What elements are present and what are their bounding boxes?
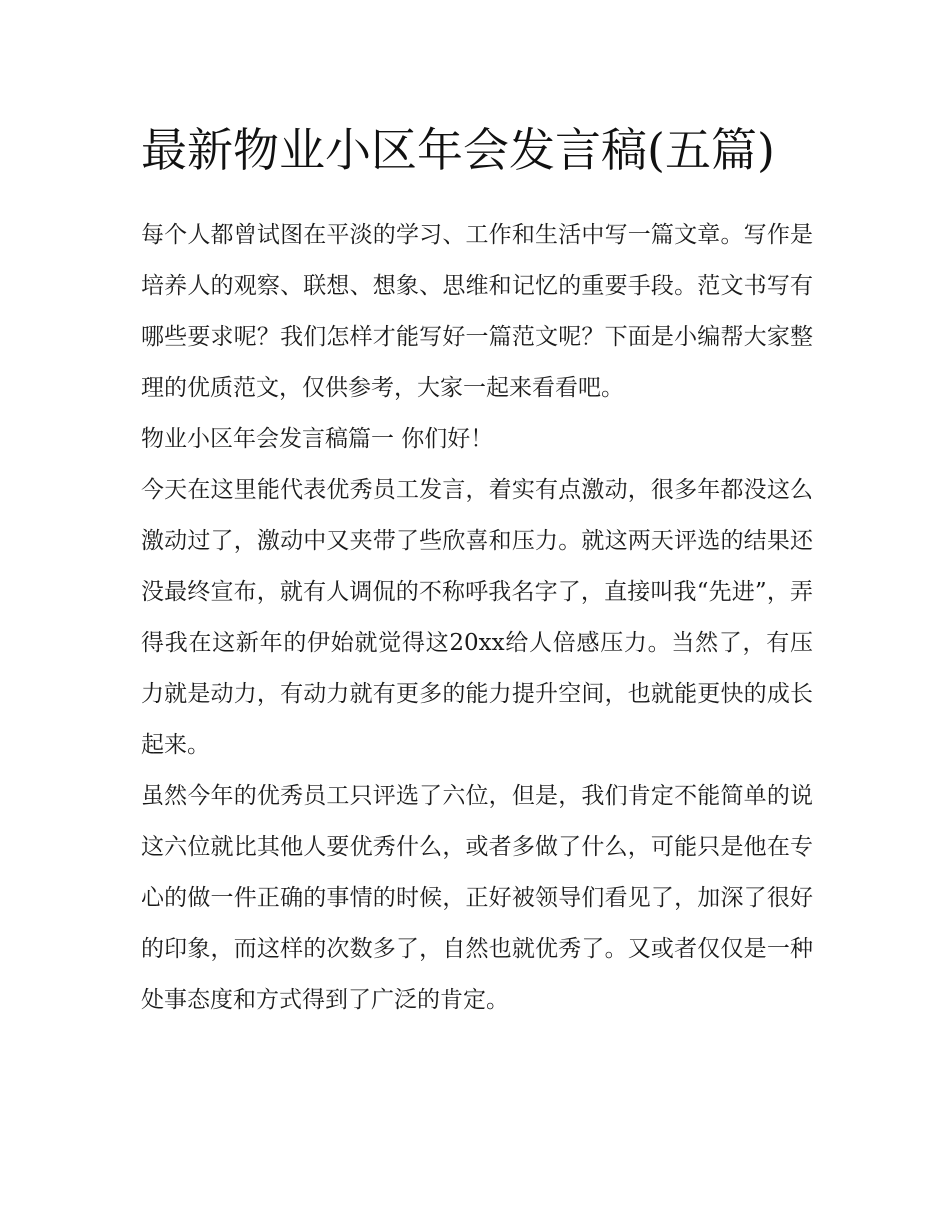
document-body (141, 112, 813, 1026)
paragraph-intro: 每个人都曾试图在平淡的学习、工作和生活中写一篇文章。写作是培养人的观察、联想、想象、思维和记忆的重要手段。范文书写有哪些要求呢？我们怎样才能写好一篇范文呢？下面是小编帮大家整理的优质范文，仅供参考，大家一起来看看吧。 (141, 222, 813, 401)
paragraph-speech-opening: 今天在这里能代表优秀员工发言，着实有点激动，很多年都没这么激动过了，激动中又夹带了些欣喜和压力。就这两天评选的结果还没最终宣布，就有人调侃的不称呼我名字了，直接叫我“先进”，弄得我在这新年的伊始就觉得这20xx给人倍感压力。当然了，有压力就是动力，有动力就有更多的能力提升空间，也就能更快的成长起来。 (141, 477, 813, 758)
document-title: 最新物业小区年会发言稿(五篇) (141, 123, 775, 177)
paragraph-greeting: 物业小区年会发言稿篇一 你们好！ (141, 426, 494, 452)
paragraph-speech-body: 虽然今年的优秀员工只评选了六位，但是，我们肯定不能简单的说这六位就比其他人要优秀什么，或者多做了什么，可能只是他在专心的做一件正确的事情的时候，正好被领导们看见了，加深了很好的印象，而这样的次数多了，自然也就优秀了。又或者仅仅是一种处事态度和方式得到了广泛的肯定。 (141, 783, 813, 1013)
